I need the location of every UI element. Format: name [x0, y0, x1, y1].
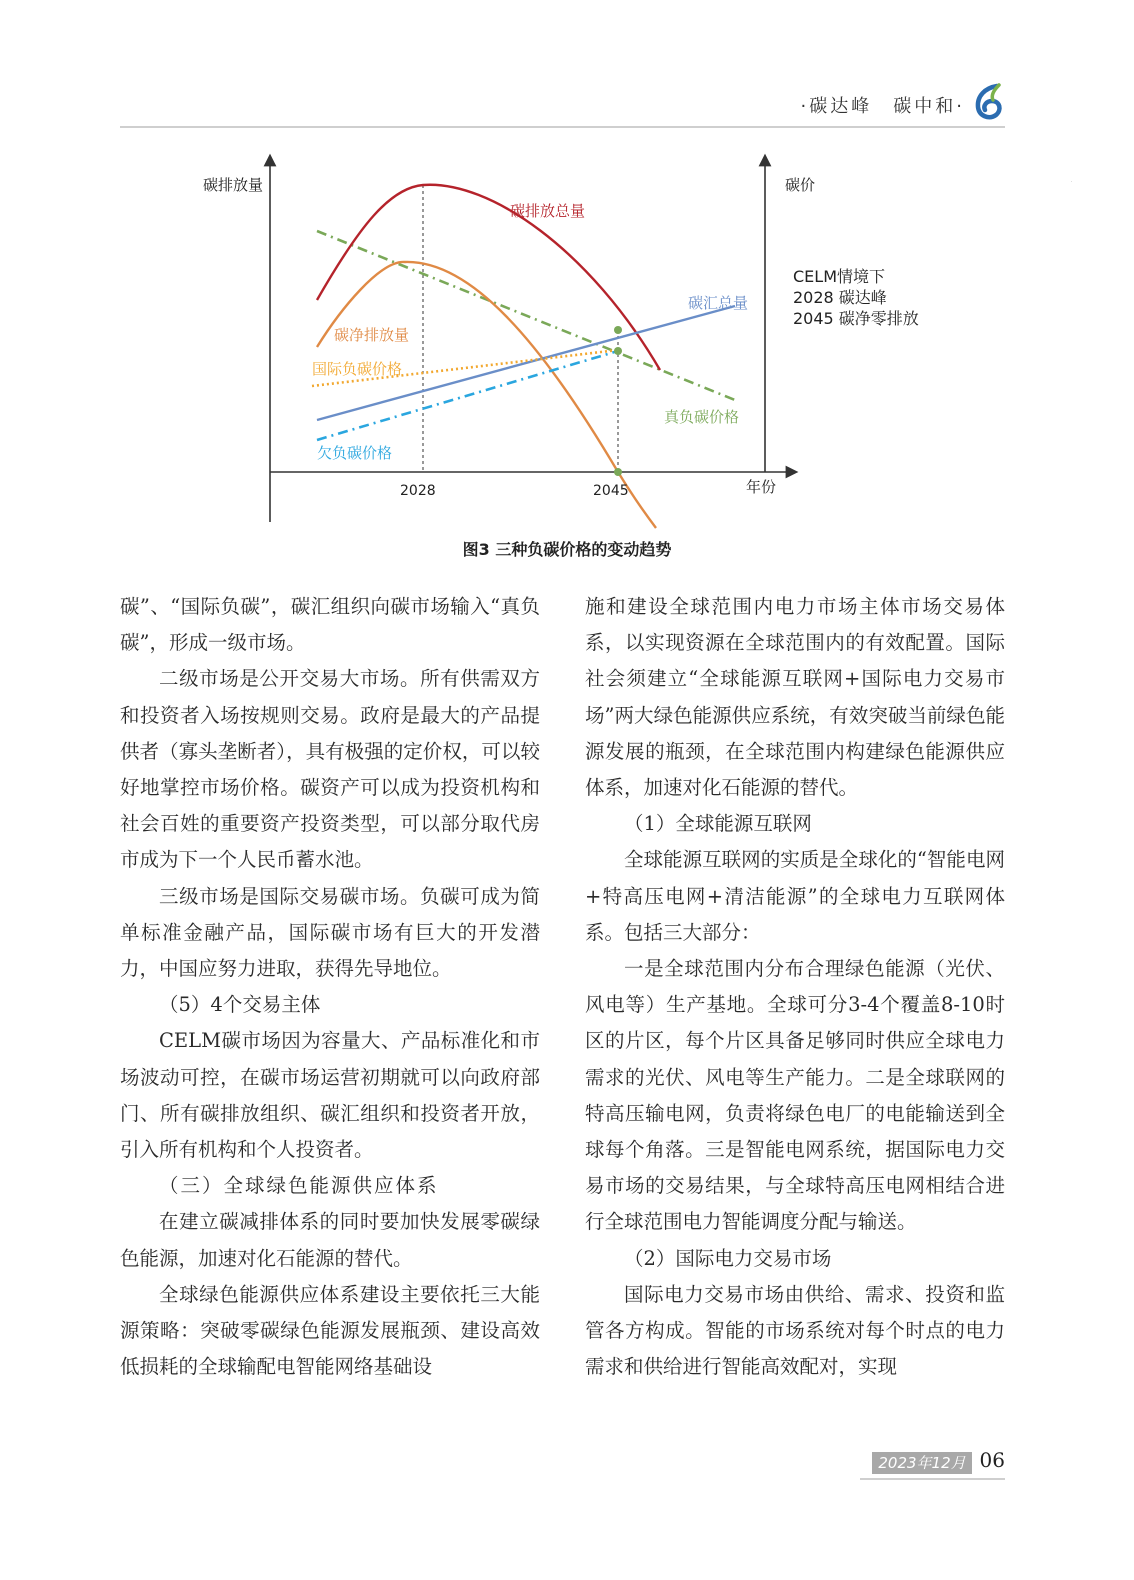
label-net-emissions: 碳净排放量 — [334, 326, 410, 344]
subheading: （1）全球能源互联网 — [624, 812, 812, 836]
paragraph: 全球绿色能源供应体系建设主要依托三大能源策略：突破零碳绿色能源发展瓶颈、建设高效低损耗的全球输配电智能网络基础设 — [120, 1282, 540, 1379]
label-total-emissions: 碳排放总量 — [510, 202, 586, 220]
paragraph: 施和建设全球范围内电力市场主体市场交易体系，以实现资源在全球范围内的有效配置。国际社会须建立“全球能源互联网+国际电力交易市场”两大绿色能源供应系统，有效突破当前绿色能源发展的瓶颈，在全球范围内构建绿色能源供应体系，加速对化石能源的替代。 — [585, 595, 1005, 800]
annotation-line-2: 2028 碳达峰 — [793, 288, 887, 307]
paragraph: 碳”、“国际负碳”，碳汇组织向碳市场输入“真负碳”，形成一级市场。 — [120, 595, 540, 655]
label-true-negative-carbon-price: 真负碳价格 — [664, 408, 740, 426]
label-carbon-sink: 碳汇总量 — [688, 294, 749, 312]
annotation-line-1: CELM情境下 — [793, 267, 886, 286]
header-rule — [120, 126, 1005, 128]
paragraph: 一是全球范围内分布合理绿色能源（光伏、风电等）生产基地。全球可分3-4个覆盖8-10时区的片区，每个片区具备足够同时供应全球电力需求的光伏、风电等生产能力。二是全球联网的特高压输电网，负责将绿色电厂的电能输送到全球每个角落。三是智能电网系统，据国际电力交易市场的交易结果，与全球特高压电网相结合进行全球范围电力智能调度分配与输送。 — [585, 957, 1005, 1234]
chart — [190, 150, 950, 530]
paragraph: 国际电力交易市场由供给、需求、投资和监管各方构成。智能的市场系统对每个时点的电力需求和供给进行智能高效配对，实现 — [585, 1282, 1005, 1379]
x-axis-label: 年份 — [746, 478, 777, 496]
paragraph: 全球能源互联网的实质是全球化的“智能电网+特高压电网+清洁能源”的全球电力互联网体系。包括三大部分： — [585, 848, 1005, 944]
subheading: （5）4个交易主体 — [159, 993, 321, 1017]
section-heading: （三）全球绿色能源供应体系 — [159, 1174, 439, 1198]
left-column — [120, 589, 540, 1385]
logo-text: 6 — [1071, 182, 1072, 183]
point-intersection-upper — [614, 326, 622, 334]
y-axis-right-label: 碳价 — [785, 176, 816, 194]
page-footer — [860, 1448, 1005, 1480]
issue-date: 2023年12月 — [872, 1452, 972, 1474]
footer-rule — [860, 1478, 1005, 1480]
header-title: ·碳达峰 碳中和· — [800, 96, 965, 117]
paragraph: 三级市场是国际交易碳市场。负碳可成为简单标准金融产品，国际碳市场有巨大的开发潜力，中国应努力进取，获得先导地位。 — [120, 884, 540, 981]
paragraph: 二级市场是公开交易大市场。所有供需双方和投资者入场按规则交易。政府是最大的产品提供者（寡头垄断者），具有极强的定价权，可以较好地掌控市场价格。碳资产可以成为投资机构和社会百姓的重要资产投资类型，可以部分取代房市成为下一个人民币蓄水池。 — [120, 667, 540, 872]
figure-3 — [190, 150, 950, 530]
point-net-zero-2045 — [614, 468, 622, 476]
label-under-negative-carbon-price: 欠负碳价格 — [317, 444, 393, 462]
page-number: 06 — [979, 1448, 1005, 1472]
point-intersection-lower — [614, 347, 622, 355]
figure-caption: 图3 三种负碳价格的变动趋势 — [462, 540, 672, 559]
page-header — [120, 82, 1072, 183]
right-column — [585, 589, 1005, 1385]
paragraph: CELM碳市场因为容量大、产品标准化和市场波动可控，在碳市场运营初期就可以向政府部门、所有碳排放组织、碳汇组织和投资者开放，引入所有机构和个人投资者。 — [120, 1029, 540, 1162]
annotation-line-3: 2045 碳净零排放 — [793, 309, 919, 328]
x-tick-2028: 2028 — [400, 483, 436, 499]
x-tick-2045: 2045 — [593, 483, 629, 499]
paragraph: 在建立碳减排体系的同时要加快发展零碳绿色能源，加速对化石能源的替代。 — [120, 1210, 540, 1270]
y-axis-left-label: 碳排放量 — [203, 176, 264, 194]
subheading: （2）国际电力交易市场 — [624, 1246, 832, 1270]
label-international-negative-carbon-price: 国际负碳价格 — [312, 360, 403, 378]
journal-logo-icon — [971, 82, 1072, 183]
